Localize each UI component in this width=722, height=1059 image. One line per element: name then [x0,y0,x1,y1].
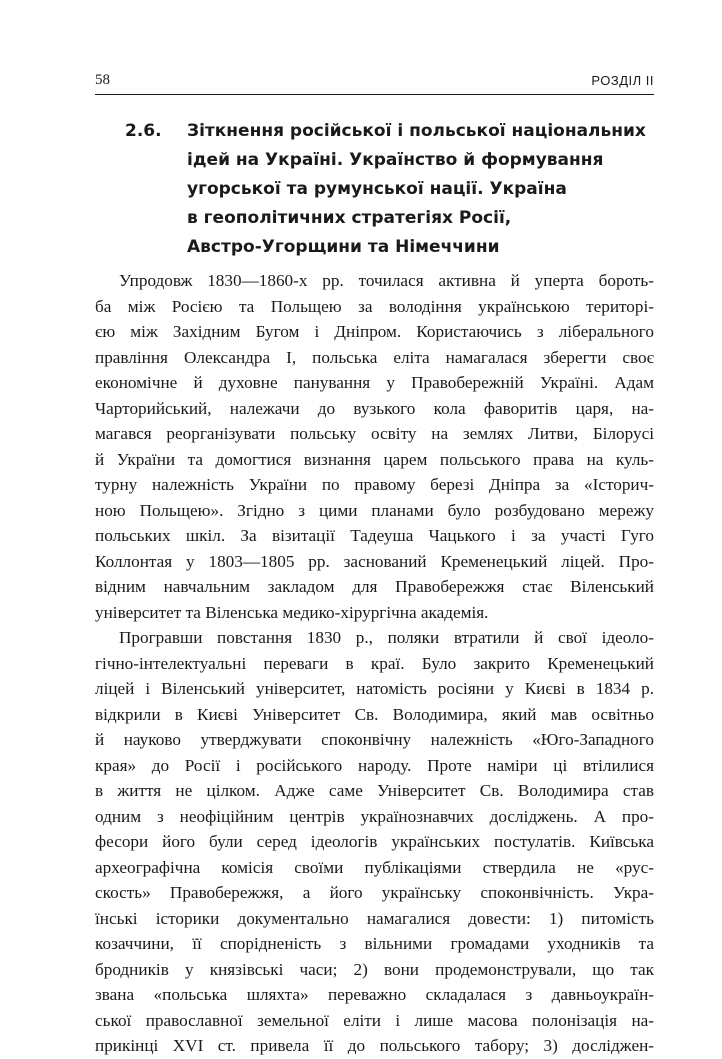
text-line: Коллонтая у 1803—1805 рр. заснований Кременецький ліцей. Про- [95,551,654,571]
text-line: одним з неофіційним центрів українознавчих досліджень. А про- [95,806,654,826]
text-line: скость» Правобережжя, а його українську споконвічність. Укра- [95,883,654,902]
text-line: ба між Росією та Польщею за володіння українською територі- [95,296,654,316]
page-number: 58 [95,72,110,88]
section-title [187,117,657,262]
text-line: відкрили в Києві Університет Св. Володимира, який мав освітньо [95,704,654,724]
body-text [95,268,654,1059]
text-line: ною Польщею». Згідно з цими планами було розбудовано мережу [95,500,654,520]
header-rule [95,94,654,95]
text-line: єю між Західним Бугом і Дніпром. Користаючись з ліберального [95,322,654,341]
text-line: й України та домогтися визнання царем польського права на куль- [95,449,654,469]
text-line: Упродовж 1830—1860-х рр. точилася активна й уперта бороть- [119,271,654,290]
text-line: ліцей і Віленський університет, натомість росіяни у Києві в 1834 р. [95,679,654,698]
text-line: ської православної земельної еліти і лише масова полонізація на- [95,1010,654,1030]
text-line: польських шкіл. За візитації Тадеуша Чацького і за участі Гуго [95,526,654,545]
section-number: 2.6. [125,121,162,141]
section-title-line: Зіткнення російської і польської національних [187,121,646,141]
text-line: края» до Росії і російського народу. Проте наміри ці втілилися [95,755,654,775]
text-line: гічно-інтелектуальні переваги в краї. Було закрито Кременецький [95,653,654,673]
text-line: фесори його були серед ідеологів українських постулатів. Київська [95,832,654,851]
section-label: РОЗДІЛ II [591,73,654,88]
section-title-line: в геополітичних стратегіях Росії, [187,208,512,228]
text-line: археографічна комісія своїми публікаціями ствердила не «рус- [95,857,654,877]
text-line: Програвши повстання 1830 р., поляки втратили й свої ідеоло- [119,628,654,647]
section-title-line: Австро-Угорщини та Німеччини [187,237,500,257]
text-line: магався реорганізувати польську освіту на землях Литви, Білорусі [95,424,654,443]
text-line: Чарторийський, належачи до вузького кола фаворитів царя, на- [95,398,654,418]
running-header [95,68,654,92]
text-line: козаччини, її спорідненість з вільними громадами уходників та [95,934,654,953]
text-line: звана «польська шляхта» переважно складалася з давньоукраїн- [95,985,654,1004]
text-line: й науково утверджувати споконвічну належність «Юго-Западного [95,730,654,749]
text-line: бродників у князівські часи; 2) вони продемонстрували, що так [95,959,654,979]
text-line: економічне й духовне панування у Правобережній Україні. Адам [95,373,654,392]
text-line: турну належність України по правому березі Дніпра за «Історич- [95,475,654,494]
text-line: прикінці XVI ст. привела її до польського табору; 3) досліджен- [95,1036,654,1055]
text-line: правління Олександра І, польська еліта намагалася зберегти своє [95,347,654,367]
section-title-line: угорської та румунської нації. Україна [187,179,567,199]
text-line: в життя не цілком. Адже саме Університет Св. Володимира став [95,781,654,800]
text-line: університет та Віленська медико-хірургічна академія. [95,602,489,622]
text-line: їнські історики документально намагалися довести: 1) питомість [95,908,654,928]
section-title-line: ідей на Україні. Українство й формування [187,150,604,170]
text-line: відним навчальним закладом для Правобережжя стає Віленський [95,577,654,596]
